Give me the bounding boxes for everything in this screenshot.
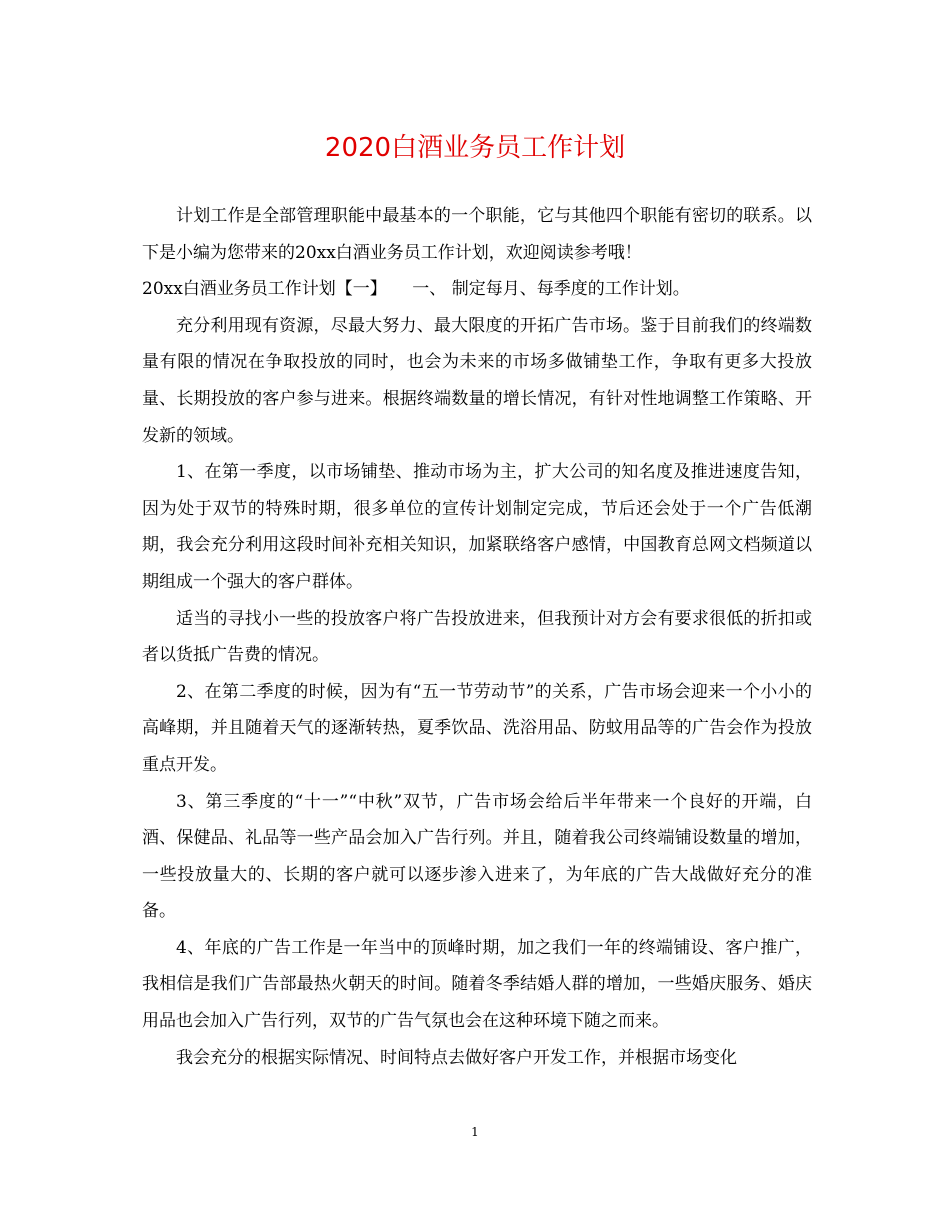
paragraph-q1: 1、在第一季度，以市场铺垫、推动市场为主，扩大公司的知名度及推进速度告知，因为处于双节的特殊时期，很多单位的宣传计划制定完成，节后还会处于一个广告低潮期，我会充分利用这段时间补充相关知识，加紧联络客户感情，中国教育总网文档频道以期组成一个强大的客户群体。 — [142, 462, 812, 592]
paragraph-q4: 4、年底的广告工作是一年当中的顶峰时期，加之我们一年的终端铺设、客户推广，我相信是我们广告部最热火朝天的时间。随着冬季结婚人群的增加，一些婚庆服务、婚庆用品也会加入广告行列，双节的广告气氛也会在这种环境下随之而来。 — [142, 937, 812, 1032]
paragraph-closing: 我会充分的根据实际情况、时间特点去做好客户开发工作，并根据市场变化 — [176, 1047, 737, 1068]
paragraph-small-clients: 适当的寻找小一些的投放客户将广告投放进来，但我预计对方会有要求很低的折扣或者以货抵广告费的情况。 — [142, 608, 812, 666]
paragraph-intro: 计划工作是全部管理职能中最基本的一个职能，它与其他四个职能有密切的联系。以下是小编为您带来的20xx白酒业务员工作计划，欢迎阅读参考哦！ — [142, 206, 812, 263]
document-body — [142, 198, 812, 1076]
paragraph-q3: 3、第三季度的“十一”“中秋”双节，广告市场会给后半年带来一个良好的开端，白酒、保健品、礼品等一些产品会加入广告行列。并且，随着我公司终端铺设数量的增加，一些投放量大的、长期的客户就可以逐步渗入进来了，为年底的广告大战做好充分的准备。 — [142, 791, 812, 922]
paragraph-section-heading: 20xx白酒业务员工作计划【一】 一、 制定每月、每季度的工作计划。 — [142, 279, 690, 300]
paragraph-q2: 2、在第二季度的时候，因为有“五一节劳动节”的关系，广告市场会迎来一个小小的高峰期，并且随着天气的逐渐转热，夏季饮品、洗浴用品、防蚊用品等的广告会作为投放重点开发。 — [142, 681, 812, 775]
document-title: 2020白酒业务员工作计划 — [324, 133, 626, 163]
paragraph-resources: 充分利用现有资源，尽最大努力、最大限度的开拓广告市场。鉴于目前我们的终端数量有限的情况在争取投放的同时，也会为未来的市场多做铺垫工作，争取有更多大投放量、长期投放的客户参与进来。根据终端数量的增长情况，有针对性地调整工作策略、开发新的领域。 — [142, 315, 812, 446]
page-number: 1 — [471, 1125, 479, 1139]
